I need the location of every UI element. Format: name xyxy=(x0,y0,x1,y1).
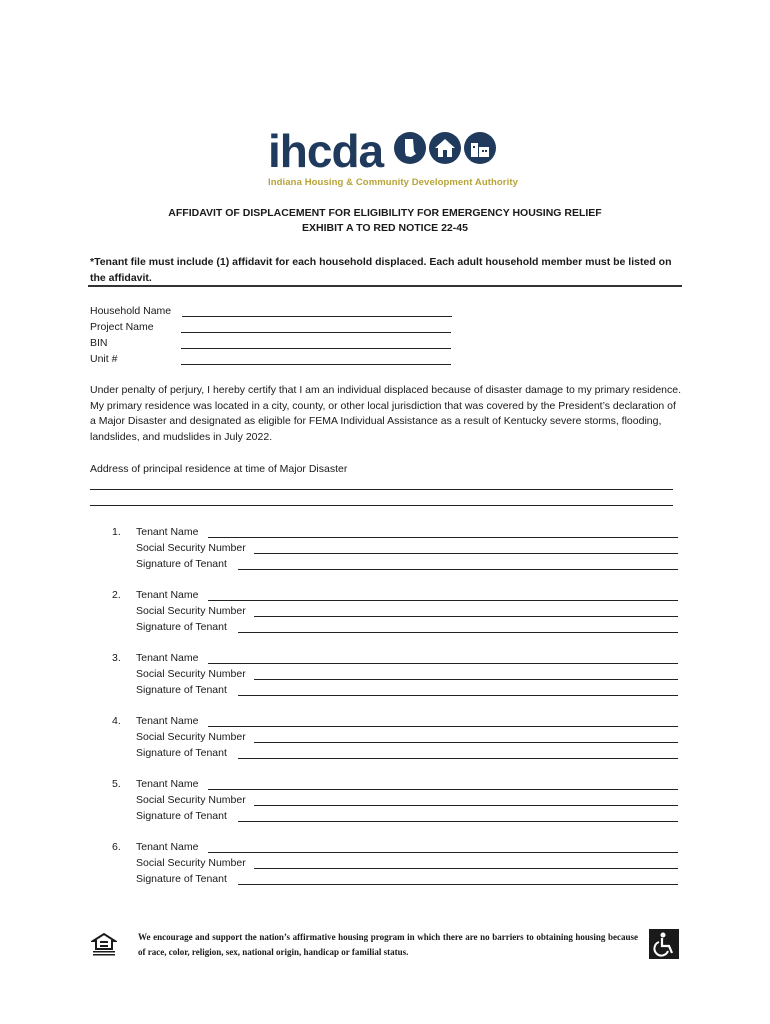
tenant-name-label: Tenant Name xyxy=(136,652,199,664)
bin-label: BIN xyxy=(90,337,108,349)
tenant-number: 4. xyxy=(112,715,121,727)
tenant-signature-label: Signature of Tenant xyxy=(136,621,227,633)
tenant-number: 6. xyxy=(112,841,121,853)
tenant-signature-field[interactable] xyxy=(136,557,678,572)
project-name-field[interactable] xyxy=(90,320,452,335)
project-name-label: Project Name xyxy=(90,321,154,333)
section-divider xyxy=(88,285,682,287)
bin-line xyxy=(181,348,451,349)
tenant-name-label: Tenant Name xyxy=(136,715,199,727)
tenant-block-1 xyxy=(112,525,678,573)
address-line-1[interactable] xyxy=(90,489,673,490)
ihcda-logo xyxy=(268,125,518,192)
tenant-name-line xyxy=(208,852,678,853)
tenant-ssn-field[interactable] xyxy=(136,667,678,682)
certification-paragraph: Under penalty of perjury, I hereby certify that I am an individual displaced because of disaster damage to my primary residence. My primary residence was located in a city, county, or other local jurisdiction that was covered by the President’s declaration of a Major Disaster and designated as eligible for FEMA Individual Assistance as a result of Kentucky severe storms, flooding, landslides, and mudslides in July 2022. xyxy=(90,384,682,443)
tenant-file-note: *Tenant file must include (1) affidavit for each household displaced. Each adult household member must be listed on the affidavit. xyxy=(90,256,672,284)
tenant-name-label: Tenant Name xyxy=(136,841,199,853)
tenant-signature-field[interactable] xyxy=(136,620,678,635)
tenant-ssn-label: Social Security Number xyxy=(136,794,246,806)
tenant-signature-label: Signature of Tenant xyxy=(136,810,227,822)
tenant-name-field[interactable] xyxy=(136,714,678,729)
tenant-ssn-label: Social Security Number xyxy=(136,857,246,869)
tenant-signature-label: Signature of Tenant xyxy=(136,684,227,696)
tenant-block-2 xyxy=(112,588,678,636)
tenant-number: 2. xyxy=(112,589,121,601)
tenant-ssn-line xyxy=(254,679,678,680)
household-name-line xyxy=(182,316,452,317)
tenant-name-label: Tenant Name xyxy=(136,778,199,790)
logo-wordmark: ihcda xyxy=(268,125,384,177)
household-name-field[interactable] xyxy=(90,304,452,319)
tenant-ssn-field[interactable] xyxy=(136,604,678,619)
tenant-signature-line xyxy=(238,632,678,633)
tenant-block-6 xyxy=(112,840,678,888)
address-line-2[interactable] xyxy=(90,505,673,506)
tenant-name-label: Tenant Name xyxy=(136,526,199,538)
tenant-name-line xyxy=(208,663,678,664)
tenant-signature-field[interactable] xyxy=(136,746,678,761)
tenant-ssn-field[interactable] xyxy=(136,730,678,745)
tenant-signature-line xyxy=(238,569,678,570)
tenant-name-line xyxy=(208,726,678,727)
tenant-ssn-line xyxy=(254,553,678,554)
tenant-signature-line xyxy=(238,695,678,696)
tenant-signature-line xyxy=(238,758,678,759)
unit-line xyxy=(181,364,451,365)
tenant-signature-line xyxy=(238,821,678,822)
tenant-ssn-line xyxy=(254,805,678,806)
tenant-ssn-line xyxy=(254,868,678,869)
document-subtitle: EXHIBIT A TO RED NOTICE 22-45 xyxy=(302,222,468,234)
household-name-label: Household Name xyxy=(90,305,172,317)
tenant-ssn-label: Social Security Number xyxy=(136,605,246,617)
fair-housing-statement: We encourage and support the nation’s affirmative housing program in which there are no barriers to obtaining housing because of race, color, religion, sex, national origin, handicap or familial status. xyxy=(138,932,638,957)
tenant-block-5 xyxy=(112,777,678,825)
tenant-name-field[interactable] xyxy=(136,840,678,855)
unit-label: Unit # xyxy=(90,353,118,365)
tenant-name-line xyxy=(208,789,678,790)
logo-subtitle: Indiana Housing & Community Development Authority xyxy=(268,177,518,188)
tenant-ssn-line xyxy=(254,616,678,617)
tenant-ssn-label: Social Security Number xyxy=(136,542,246,554)
bin-field[interactable] xyxy=(90,336,452,351)
tenant-name-label: Tenant Name xyxy=(136,589,199,601)
tenant-name-field[interactable] xyxy=(136,525,678,540)
tenant-name-field[interactable] xyxy=(136,777,678,792)
wheelchair-accessibility-icon xyxy=(649,929,679,959)
project-name-line xyxy=(181,332,451,333)
tenant-signature-field[interactable] xyxy=(136,872,678,887)
tenant-block-4 xyxy=(112,714,678,762)
community-buildings-icon xyxy=(464,132,496,164)
tenant-ssn-field[interactable] xyxy=(136,793,678,808)
tenant-ssn-field[interactable] xyxy=(136,541,678,556)
tenant-ssn-field[interactable] xyxy=(136,856,678,871)
tenant-signature-label: Signature of Tenant xyxy=(136,558,227,570)
house-icon xyxy=(429,132,461,164)
tenant-number: 3. xyxy=(112,652,121,664)
address-label: Address of principal residence at time of Major Disaster xyxy=(90,463,348,475)
tenant-ssn-label: Social Security Number xyxy=(136,731,246,743)
equal-housing-opportunity-icon xyxy=(91,932,117,956)
tenant-name-line xyxy=(208,600,678,601)
tenant-name-line xyxy=(208,537,678,538)
tenant-signature-field[interactable] xyxy=(136,809,678,824)
indiana-state-icon xyxy=(394,132,426,164)
unit-field[interactable] xyxy=(90,352,452,367)
tenant-name-field[interactable] xyxy=(136,588,678,603)
tenant-block-3 xyxy=(112,651,678,699)
document-title: AFFIDAVIT OF DISPLACEMENT FOR ELIGIBILITY FOR EMERGENCY HOUSING RELIEF xyxy=(168,207,602,219)
tenant-number: 5. xyxy=(112,778,121,790)
tenant-name-field[interactable] xyxy=(136,651,678,666)
tenant-ssn-label: Social Security Number xyxy=(136,668,246,680)
tenant-signature-label: Signature of Tenant xyxy=(136,873,227,885)
tenant-number: 1. xyxy=(112,526,121,538)
tenant-ssn-line xyxy=(254,742,678,743)
tenant-signature-line xyxy=(238,884,678,885)
tenant-signature-label: Signature of Tenant xyxy=(136,747,227,759)
tenant-signature-field[interactable] xyxy=(136,683,678,698)
logo-icon-group xyxy=(394,132,496,166)
